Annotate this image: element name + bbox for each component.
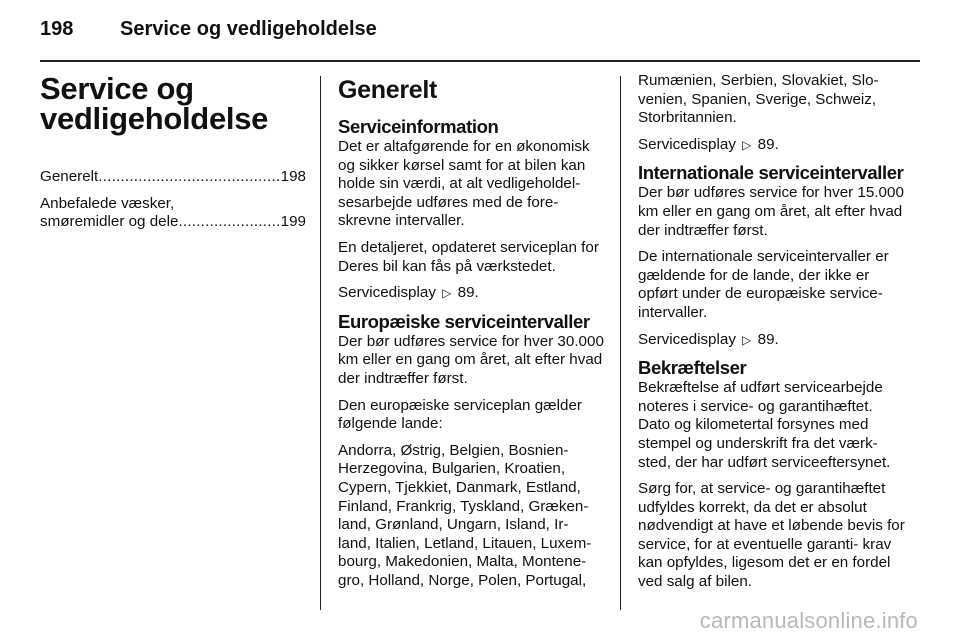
cross-reference[interactable] — [338, 284, 604, 303]
toc-label: Anbefalede væsker, — [40, 194, 175, 212]
paragraph: Den europæiske serviceplan gælder følgende lande: — [338, 396, 582, 433]
paragraph: Bekræftelse af udført servicearbejde noteres i service- og garantihæftet. Dato og kilometertal forsynes med stempel og underskrift fra det værk‐ sted, der har udført serviceeftersynet. — [638, 379, 891, 471]
subheading-bekraeftelser: Bekræftelser — [638, 357, 747, 379]
subheading-serviceinformation: Serviceinformation — [338, 116, 499, 137]
chapter-title: Service og vedligeholdelse — [40, 71, 269, 136]
subheading-internationale: Internationale serviceintervaller — [638, 162, 904, 184]
paragraph: Der bør udføres service for hver 30.000 km eller en gang om året, alt efter hvad der indtræffer først. — [338, 332, 604, 387]
xref-text: Servicedisplay — [638, 135, 736, 153]
column-divider-right — [620, 76, 621, 610]
toc-line — [40, 168, 306, 187]
xref-page: 89. — [757, 135, 779, 153]
xref-page: 89. — [457, 284, 479, 302]
cross-reference[interactable] — [638, 331, 906, 350]
xref-arrow-icon: ▷ — [742, 137, 752, 152]
toc-leader-dots — [98, 168, 280, 187]
section-heading: Generelt — [338, 76, 438, 104]
toc-label-cont: smøremidler og dele — [40, 213, 179, 231]
toc-page: 199 — [280, 213, 306, 231]
xref-text: Servicedisplay — [338, 284, 436, 302]
paragraph: Der bør udføres service for hver 15.000 km eller en gang om året, alt efter hvad der indtræffer først. — [638, 184, 904, 239]
paragraph: En detaljeret, opdateret serviceplan for Deres bil kan fås på værkstedet. — [338, 238, 599, 275]
xref-page: 89. — [757, 330, 779, 348]
header-rule — [40, 60, 920, 62]
watermark: carmanualsonline.info — [699, 608, 918, 633]
column-1 — [40, 72, 306, 240]
paragraph-country-list-cont: Rumænien, Serbien, Slovakiet, Slo‐ venien, Spanien, Sverige, Schweiz, Storbritannien. — [638, 72, 879, 127]
column-divider-left — [320, 76, 321, 610]
toc-entry-anbefalede[interactable] — [40, 195, 306, 232]
xref-arrow-icon: ▷ — [442, 286, 452, 301]
subheading-europaeiske: Europæiske serviceintervaller — [338, 310, 590, 332]
column-3 — [638, 72, 906, 600]
xref-arrow-icon: ▷ — [742, 332, 752, 347]
paragraph-country-list: Andorra, Østrig, Belgien, Bosnien- Herzegovina, Bulgarien, Kroatien, Cypern, Tjekkiet, Danmark, Estland, Finland, Frankrig, Tyskland, Græken‐ land, Grønland, Ungarn, Island, Ir‐ land, Italien, Letland, Litauen, Luxem‐ bourg, Makedonien, Malta, Montene‐ gro, Holland, Norge, Polen, Portugal, — [338, 441, 592, 589]
toc-entry-generelt[interactable] — [40, 168, 306, 187]
paragraph: Sørg for, at service- og garantihæftet udfyldes korrekt, da det er absolut nødvendigt at have et løbende bevis for service, for at eventuelle garanti‐ krav kan opfyldes, ligesom det er en fordel ved salg af bilen. — [638, 480, 905, 591]
paragraph: De internationale serviceintervaller er gældende for de lande, der ikke er opført under de europæiske service‐ intervaller. — [638, 248, 889, 321]
cross-reference[interactable] — [638, 136, 906, 155]
paragraph: Det er altafgørende for en økonomisk og sikker kørsel samt for at bilen kan holde sin værdi, at alt vedligeholdel‐ sesarbejde udføres med de fore‐ skrevne intervaller. — [338, 138, 590, 230]
column-2 — [338, 72, 604, 598]
page-number: 198 — [40, 18, 74, 40]
toc-page: 198 — [280, 168, 306, 185]
xref-text: Servicedisplay — [638, 330, 736, 348]
running-header-title: Service og vedligeholdelse — [120, 18, 377, 40]
toc-line — [40, 213, 306, 232]
toc-label: Generelt — [40, 168, 99, 185]
toc-leader-dots — [178, 213, 280, 232]
